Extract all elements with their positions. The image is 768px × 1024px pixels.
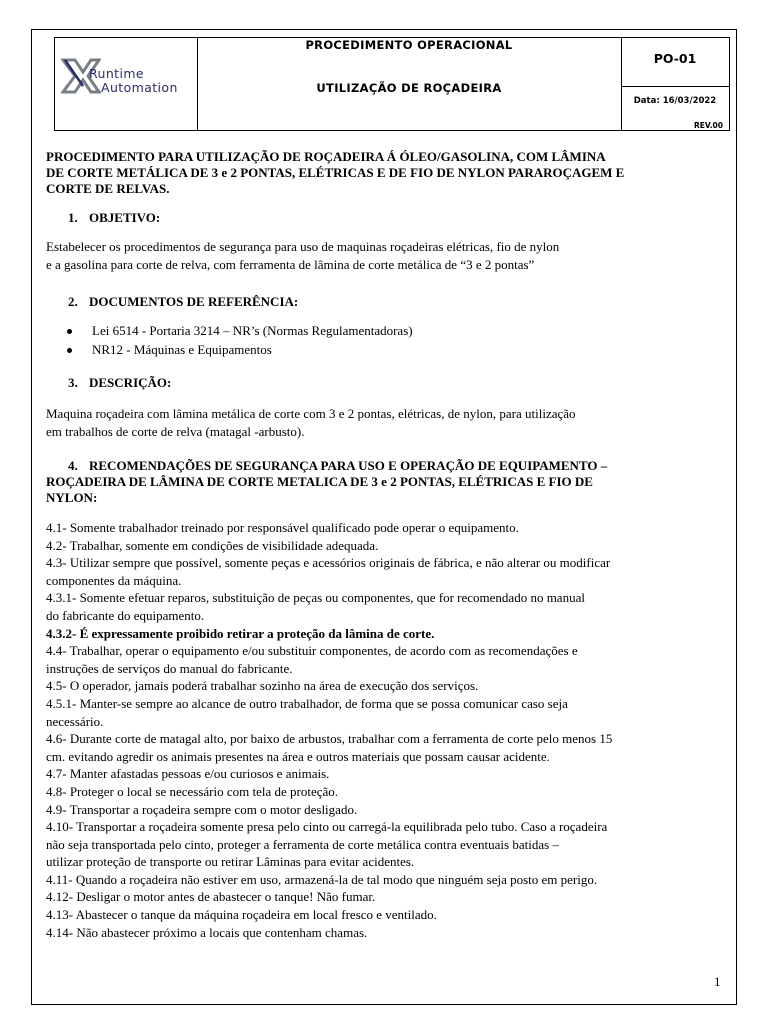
list-item: instruções de serviços do manual do fabricante.: [46, 660, 293, 676]
list-item: 4.7- Manter afastadas pessoas e/ou curiosos e animais.: [46, 766, 330, 782]
section-title: RECOMENDAÇÕES DE SEGURANÇA PARA USO E OPERAÇÃO DE EQUIPAMENTO –: [89, 458, 608, 473]
list-item: 4.12- Desligar o motor antes de abastecer o tanque! Não fumar.: [46, 889, 376, 905]
logo-cell: [55, 38, 198, 130]
section-1-heading: [68, 210, 160, 226]
section-title: DOCUMENTOS DE REFERÊNCIA:: [89, 294, 299, 309]
main-title-line: PROCEDIMENTO PARA UTILIZAÇÃO DE ROÇADEIRA Á ÓLEO/GASOLINA, COM LÂMINA: [46, 149, 606, 164]
list-item: 4.4- Trabalhar, operar o equipamento e/ou substituir componentes, de acordo com as recomendações e: [46, 643, 578, 659]
list-item: 4.3- Utilizar sempre que possível, somente peças e acessórios originais de fábrica, e não alterar ou modificar: [46, 555, 611, 571]
section-3-text: [46, 405, 716, 441]
section-title: DESCRIÇÃO:: [89, 375, 172, 390]
document-date: Data: 16/03/2022: [633, 96, 717, 106]
list-item: utilizar proteção de transporte ou retirar Lâminas para evitar acidentes.: [46, 854, 415, 870]
list-item: 4.3.1- Somente efetuar reparos, substituição de peças ou componentes, que for recomendado no manual: [46, 590, 585, 606]
list-item: 4.14- Não abastecer próximo a locais que contenham chamas.: [46, 924, 368, 940]
section-number: 2.: [68, 294, 78, 309]
section-1-text: [46, 238, 716, 274]
main-title-line: CORTE DE RELVAS.: [46, 181, 170, 196]
section-2-heading: [68, 294, 298, 310]
page-number: 1: [714, 974, 721, 989]
list-item: 4.3.2- É expressamente proibido retirar a proteção da lâmina de corte.: [46, 625, 435, 641]
document-title: UTILIZAÇÃO DE ROÇADEIRA: [316, 81, 502, 95]
company-logo: [61, 56, 191, 96]
document-revision: REV.00: [693, 121, 723, 130]
bullet-icon: [67, 329, 72, 334]
header-meta-cell: [621, 38, 729, 130]
list-item: não seja transportada pelo cinto, proteger a ferramenta de corte metálica contra eventuais batidas –: [46, 836, 559, 852]
section-number: 4.: [68, 458, 78, 473]
logo-text-automation: Automation: [101, 80, 178, 95]
list-item: 4.11- Quando a roçadeira não estiver em uso, armazená-la de tal modo que ninguém seja posto em perigo.: [46, 871, 598, 887]
section-number: 3.: [68, 375, 78, 390]
bullet-icon: [67, 348, 72, 353]
list-item: 4.1- Somente trabalhador treinado por responsável qualificado pode operar o equipamento.: [46, 520, 519, 535]
bullet-text: Lei 6514 - Portaria 3214 – NR’s (Normas Regulamentadoras): [92, 323, 413, 338]
section-number: 1.: [68, 210, 78, 225]
header-title-cell: [197, 38, 622, 130]
list-item: necessário.: [46, 713, 104, 729]
section-3-heading: [68, 375, 171, 391]
section-title: OBJETIVO:: [89, 210, 161, 225]
text-line: Maquina roçadeira com lâmina metálica de corte com 3 e 2 pontas, elétricas, de nylon, para utilização: [46, 406, 576, 421]
list-item: cm. evitando agredir os animais presentes na área e outros materiais que possam causar acidente.: [46, 748, 550, 764]
list-item: do fabricante do equipamento.: [46, 607, 205, 623]
list-item: 4.13- Abastecer o tanque da máquina roçadeira em local fresco e ventilado.: [46, 907, 437, 923]
text-line: Estabelecer os procedimentos de segurança para uso de maquinas roçadeiras elétricas, fio de nylon: [46, 239, 560, 254]
text-line: e a gasolina para corte de relva, com ferramenta de lâmina de corte metálica de “3 e 2 pontas”: [46, 257, 535, 272]
list-item: componentes da máquina.: [46, 572, 182, 588]
list-item: 4.9- Transportar a roçadeira sempre com o motor desligado.: [46, 801, 358, 817]
section-4-heading: [46, 458, 716, 506]
section-title: NYLON:: [46, 490, 98, 505]
list-item: 4.5.1- Manter-se sempre ao alcance de outro trabalhador, de forma que se possa comunicar caso seja: [46, 695, 568, 711]
recommendations-list: [46, 519, 716, 941]
document-header: [54, 37, 730, 131]
procedure-label: PROCEDIMENTO OPERACIONAL: [305, 38, 513, 52]
bullet-text: NR12 - Máquinas e Equipamentos: [92, 342, 272, 357]
header-divider: [621, 86, 729, 87]
list-item: 4.6- Durante corte de matagal alto, por baixo de arbustos, trabalhar com a ferramenta de corte pelo menos 15: [46, 731, 613, 747]
list-item: 4.8- Proteger o local se necessário com tela de proteção.: [46, 783, 339, 799]
document-code: PO-01: [653, 51, 697, 66]
list-item: 4.2- Trabalhar, somente em condições de visibilidade adequada.: [46, 537, 379, 553]
main-title: [46, 149, 716, 197]
main-title-line: DE CORTE METÁLICA DE 3 e 2 PONTAS, ELÉTRICAS E DE FIO DE NYLON PARAROÇAGEM E: [46, 165, 625, 180]
logo-text-runtime: Runtime: [89, 66, 145, 81]
section-title: ROÇADEIRA DE LÂMINA DE CORTE METALICA DE 3 e 2 PONTAS, ELÉTRICAS E FIO DE: [46, 474, 593, 489]
list-item: 4.5- O operador, jamais poderá trabalhar sozinho na área de execução dos serviços.: [46, 678, 479, 694]
list-item: 4.10- Transportar a roçadeira somente presa pelo cinto ou carregá-la equilibrada pelo tubo. Caso a roçadeira: [46, 819, 608, 835]
text-line: em trabalhos de corte de relva (matagal -arbusto).: [46, 424, 305, 439]
